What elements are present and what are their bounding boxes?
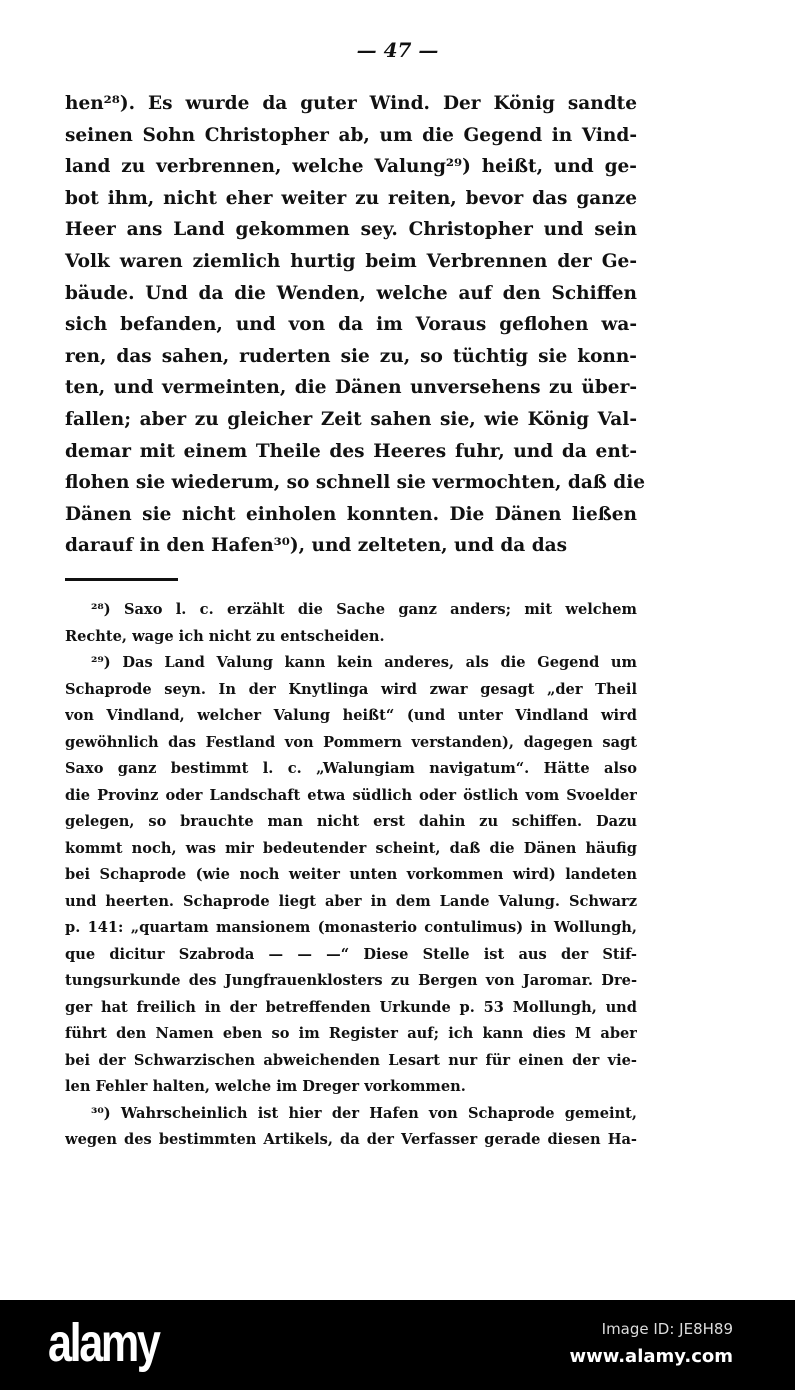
footnote-line: Schaprode seyn. In der Knytlinga wird zwar gesagt „der Theil: [65, 680, 637, 698]
footnote-line: ²⁸) Saxo l. c. erzählt die Sache ganz anders; mit welchem: [91, 601, 637, 618]
footnote-line: bei der Schwarzischen abweichenden Lesart nur für einen der vie-: [65, 1051, 637, 1069]
text-line: hen²⁸). Es wurde da guter Wind. Der König sandte: [65, 93, 637, 114]
text-line: ten, und vermeinten, die Dänen unversehens zu über-: [65, 377, 637, 399]
text-line: bäude. Und da die Wenden, welche auf den Schiffen: [65, 282, 637, 304]
footnote-line: die Provinz oder Landschaft etwa südlich oder östlich vom Svoelder: [65, 786, 637, 804]
text-line: seinen Sohn Christopher ab, um die Gegend in Vind-: [65, 124, 637, 146]
text-line: Dänen sie nicht einholen konnten. Die Dänen ließen: [65, 503, 637, 525]
text-line: Heer ans Land gekommen sey. Christopher und sein: [65, 219, 637, 241]
footnote-line: bei Schaprode (wie noch weiter unten vorkommen wird) landeten: [65, 866, 637, 883]
alamy-logo: alamy: [48, 1313, 159, 1373]
footnote-line: kommt noch, was mir bedeutender scheint, daß die Dänen häufig: [65, 839, 637, 857]
text-line: land zu verbrennen, welche Valung²⁹) heißt, und ge-: [65, 156, 637, 178]
body-text: [65, 88, 646, 562]
watermark-url: www.alamy.com: [569, 1346, 733, 1367]
text-line: demar mit einem Theile des Heeres fuhr, und da ent-: [65, 440, 637, 462]
text-line: bot ihm, nicht eher weiter zu reiten, bevor das ganze: [65, 187, 637, 209]
text-line: sich befanden, und von da im Voraus geflohen wa-: [65, 314, 637, 336]
footnote-line: p. 141: „quartam mansionem (monasterio contulimus) in Wollungh,: [65, 919, 637, 936]
text-line: ren, das sahen, ruderten sie zu, so tüchtig sie konn-: [65, 345, 637, 367]
footnote-line: gewöhnlich das Festland von Pommern verstanden), dagegen sagt: [65, 733, 637, 751]
footnote-line: wegen des bestimmten Artikels, da der Verfasser gerade diesen Ha-: [65, 1131, 637, 1148]
page-number: — 47 —: [356, 38, 439, 62]
text-line: fallen; aber zu gleicher Zeit sahen sie, wie König Val-: [65, 408, 637, 430]
footnote-line: und heerten. Schaprode liegt aber in dem Lande Valung. Schwarz: [65, 892, 637, 910]
footnote-line: len Fehler halten, welche im Dreger vorkommen.: [65, 1078, 466, 1095]
footnote-rule: [65, 578, 178, 581]
image-id: Image ID: JE8H89: [601, 1320, 733, 1338]
footnote-line: Rechte, wage ich nicht zu entscheiden.: [65, 627, 385, 645]
footnote-line: ger hat freilich in der betreffenden Urkunde p. 53 Mollungh, und: [65, 998, 637, 1016]
watermark-bar: [0, 1300, 795, 1390]
footnote-line: ³⁰) Wahrscheinlich ist hier der Hafen von Schaprode gemeint,: [91, 1104, 637, 1122]
footnote-line: ²⁹) Das Land Valung kann kein anderes, als die Gegend um: [91, 654, 637, 671]
footnotes: [65, 597, 637, 1154]
footnote-line: tungsurkunde des Jungfrauenklosters zu Bergen von Jaromar. Dre-: [65, 972, 637, 989]
footnote-line: Saxo ganz bestimmt l. c. „Walungiam navigatum“. Hätte also: [65, 760, 637, 777]
footnote-line: führt den Namen eben so im Register auf; ich kann dies M aber: [65, 1025, 637, 1042]
text-line: flohen sie wiederum, so schnell sie vermochten, daß die: [65, 472, 646, 494]
footnote-line: que dicitur Szabroda — — —“ Diese Stelle ist aus der Stif-: [65, 945, 637, 963]
text-line: darauf in den Hafen³⁰), und zelteten, und da das: [65, 535, 568, 557]
footnote-line: gelegen, so brauchte man nicht erst dahin zu schiffen. Dazu: [65, 813, 637, 830]
footnote-line: von Vindland, welcher Valung heißt“ (und unter Vindland wird: [65, 707, 637, 724]
text-line: Volk waren ziemlich hurtig beim Verbrennen der Ge-: [65, 250, 637, 272]
